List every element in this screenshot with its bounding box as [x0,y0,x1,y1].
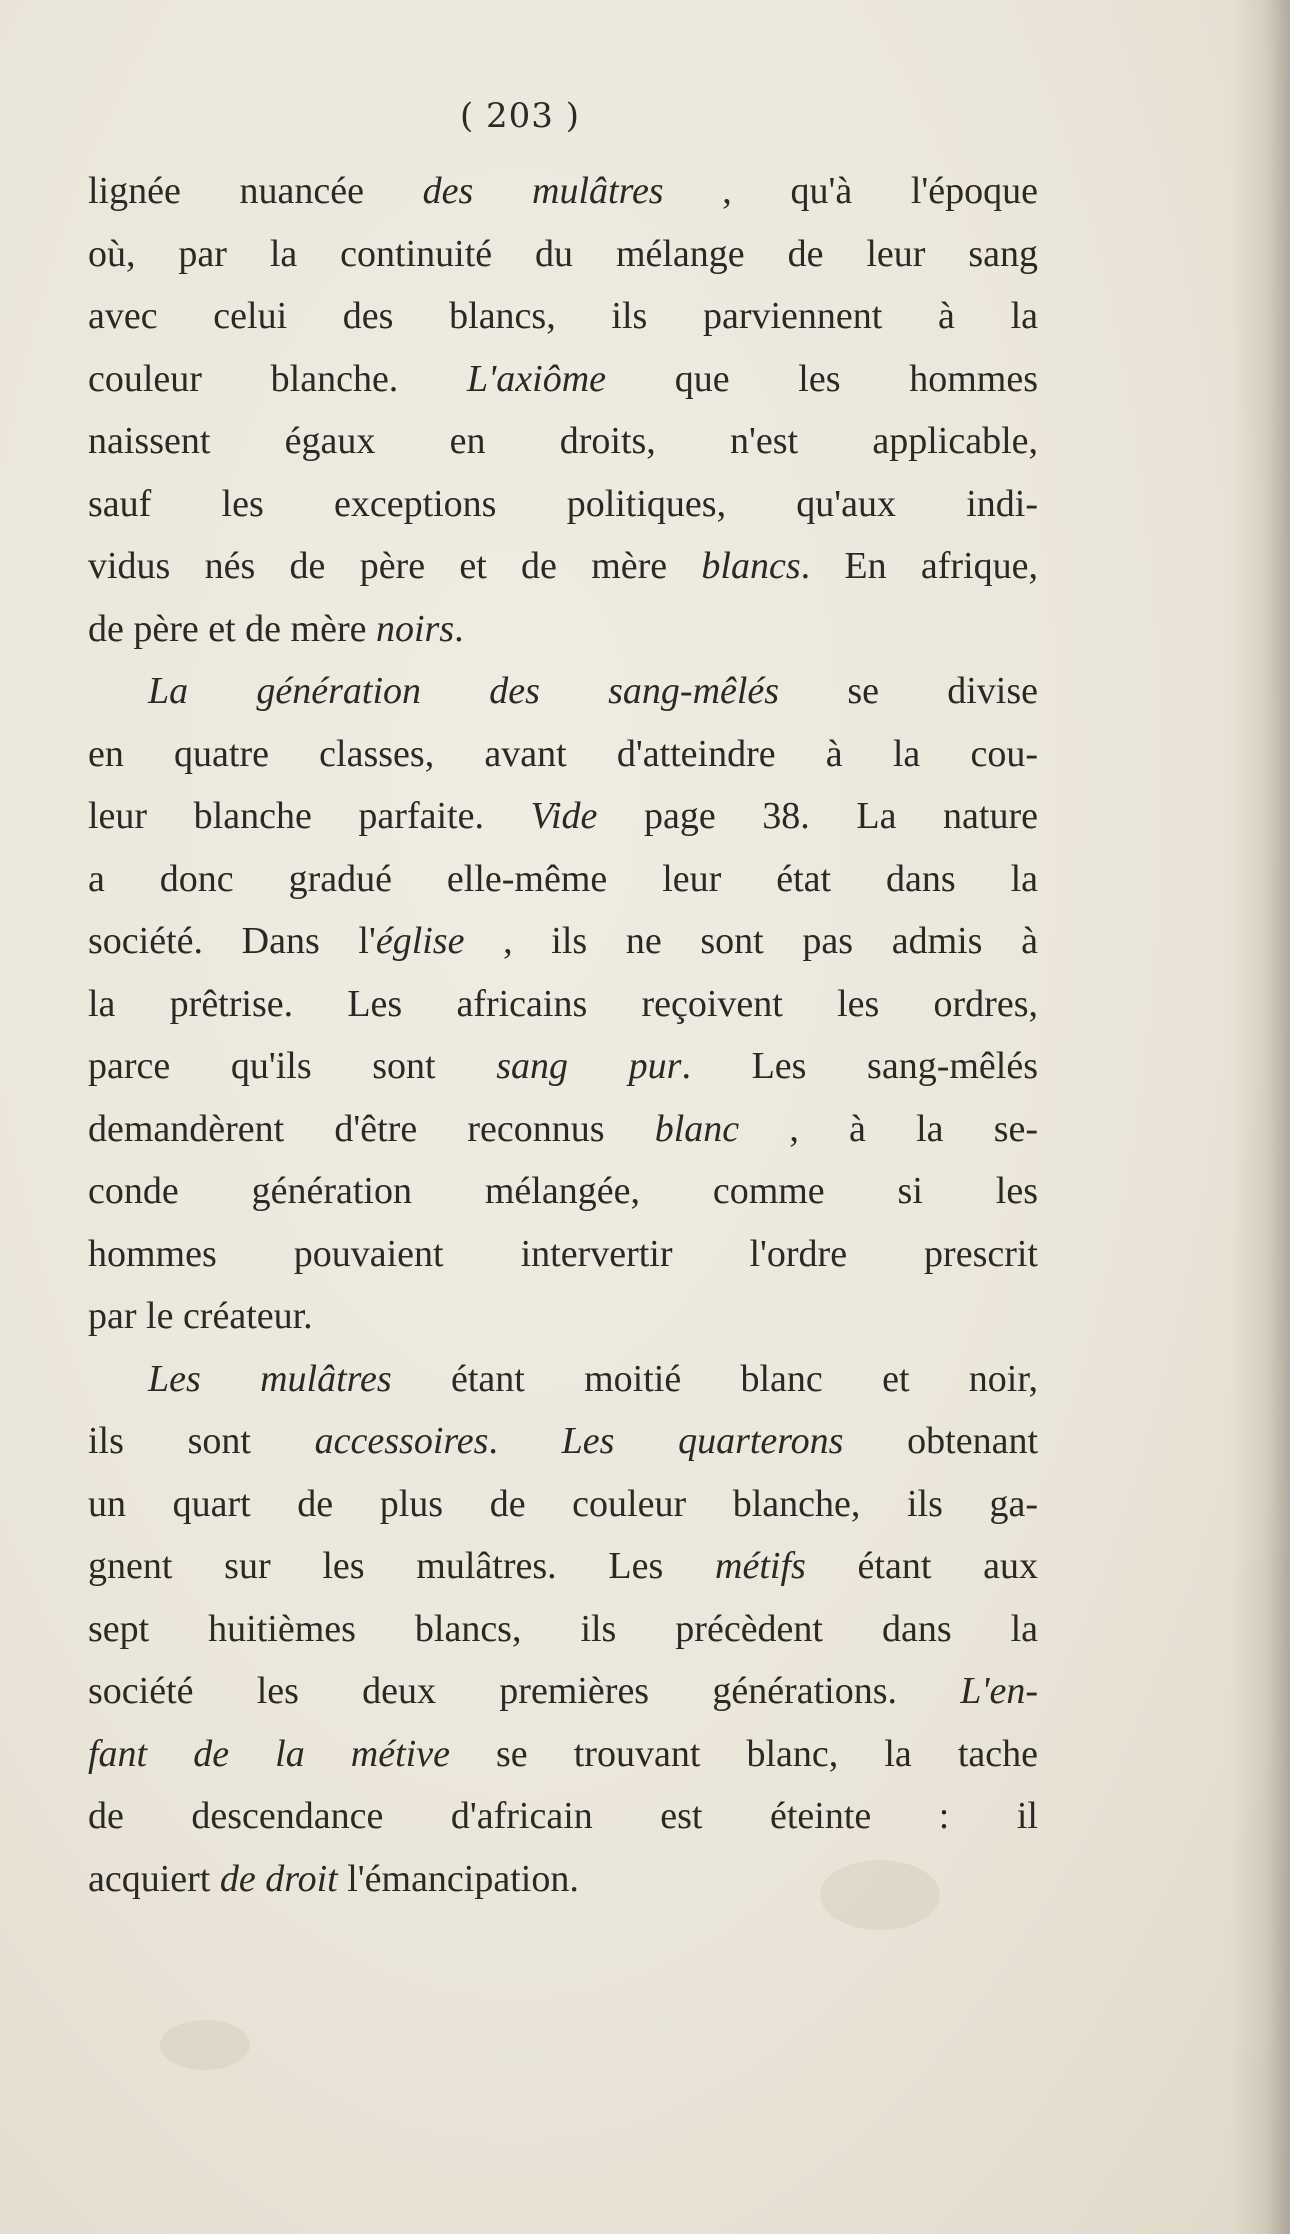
italic-text: Les quarterons [561,1420,844,1462]
text-segment: société les deux premières générations. [88,1670,961,1712]
text-line [88,285,1038,348]
italic-text: L'en- [960,1670,1038,1712]
italic-text: sang pur [496,1045,682,1087]
text-segment: , ils ne sont pas admis à [464,920,1038,962]
text-line [88,598,1038,661]
text-segment: en quatre classes, avant d'atteindre à la cou- [88,732,1038,775]
text-segment: sept huitièmes blancs, ils précèdent dans la [88,1607,1038,1650]
text-segment: a donc gradué elle-même leur état dans la [88,857,1038,900]
text-line [88,1473,1038,1536]
text-segment: sauf les exceptions politiques, qu'aux indi- [88,482,1038,525]
italic-text: L'axiôme [467,357,607,400]
text-line [88,1410,1038,1473]
italic-text: fant de la métive [88,1732,450,1775]
text-segment: . En afrique, [800,545,1038,587]
text-segment: vidus nés de père et de mère [88,545,702,587]
text-segment: que les hommes [606,357,1038,400]
text-line [88,973,1038,1036]
text-segment: page 38. La nature [597,795,1038,837]
text-segment: , à la se- [739,1107,1039,1150]
italic-text: de droit [219,1857,338,1900]
text-segment: couleur blanche. [88,357,468,400]
text-line [88,910,1038,973]
text-line [88,348,1038,411]
text-line [88,1535,1038,1598]
page-number: ( 203 ) [459,96,581,136]
text-line [88,1660,1038,1723]
body-text [88,160,1038,1910]
text-line [88,223,1038,286]
text-segment: . Les sang-mêlés [681,1045,1038,1087]
text-segment: où, par la continuité du mélange de leur sang [88,232,1038,275]
text-segment: . [488,1420,562,1462]
text-segment: avec celui des blancs, ils parviennent à la [88,295,1038,337]
italic-text: blanc [654,1107,740,1150]
text-line [88,848,1038,911]
paragraph [88,1348,1038,1911]
text-segment: société. Dans l' [88,920,376,962]
text-segment: un quart de plus de couleur blanche, ils ga- [88,1482,1038,1525]
italic-text: Les mulâtres [148,1357,392,1400]
italic-text: accessoires [314,1420,489,1462]
paragraph [88,660,1038,1348]
text-line [88,1160,1038,1223]
text-line [88,1223,1038,1286]
text-line [88,1348,1038,1411]
text-segment: demandèrent d'être reconnus [88,1107,655,1150]
text-segment: ils sont [88,1420,315,1462]
text-segment: obtenant [843,1420,1039,1462]
italic-text: noirs [376,607,455,650]
text-line [88,473,1038,536]
text-line [88,723,1038,786]
text-segment: se trouvant blanc, la tache [449,1732,1038,1775]
text-segment: gnent sur les mulâtres. Les [88,1545,716,1587]
paragraph [88,160,1038,660]
text-segment: étant moitié blanc et noir, [391,1357,1038,1400]
text-segment: naissent égaux en droits, n'est applicable, [88,420,1038,462]
text-segment: la prêtrise. Les africains reçoivent les ordres, [88,982,1038,1025]
text-segment: conde génération mélangée, comme si les [88,1170,1038,1212]
italic-text: La génération des sang-mêlés [148,670,780,712]
text-segment: étant aux [805,1545,1038,1587]
text-line [88,1598,1038,1661]
italic-text: métifs [715,1545,806,1587]
italic-text: blancs [701,545,801,587]
spine-shadow [1230,0,1290,2234]
text-segment: acquiert [88,1857,220,1900]
text-line [88,1848,1038,1911]
text-segment: hommes pouvaient intervertir l'ordre prescrit [88,1232,1038,1275]
italic-text: des mulâtres [422,170,664,212]
text-line [88,535,1038,598]
text-segment: l'émancipation. [337,1857,579,1900]
text-line [88,1785,1038,1848]
text-segment: lignée nuancée [88,170,423,212]
text-segment: de père et de mère [88,607,376,650]
text-segment: par le créateur. [88,1295,313,1337]
text-line [88,660,1038,723]
text-segment: parce qu'ils sont [88,1045,497,1087]
italic-text: église [375,920,465,962]
text-line [88,1285,1038,1348]
text-line [88,410,1038,473]
text-segment: , qu'à l'époque [663,170,1038,212]
text-segment: leur blanche parfaite. [88,795,531,837]
text-line [88,785,1038,848]
text-line [88,1035,1038,1098]
text-line [88,1723,1038,1786]
italic-text: Vide [530,795,598,837]
paper-stain [160,2020,250,2070]
text-segment: . [454,607,464,650]
text-segment: se divise [779,670,1038,712]
text-line [88,160,1038,223]
text-segment: de descendance d'africain est éteinte : il [88,1795,1038,1837]
text-line [88,1098,1038,1161]
